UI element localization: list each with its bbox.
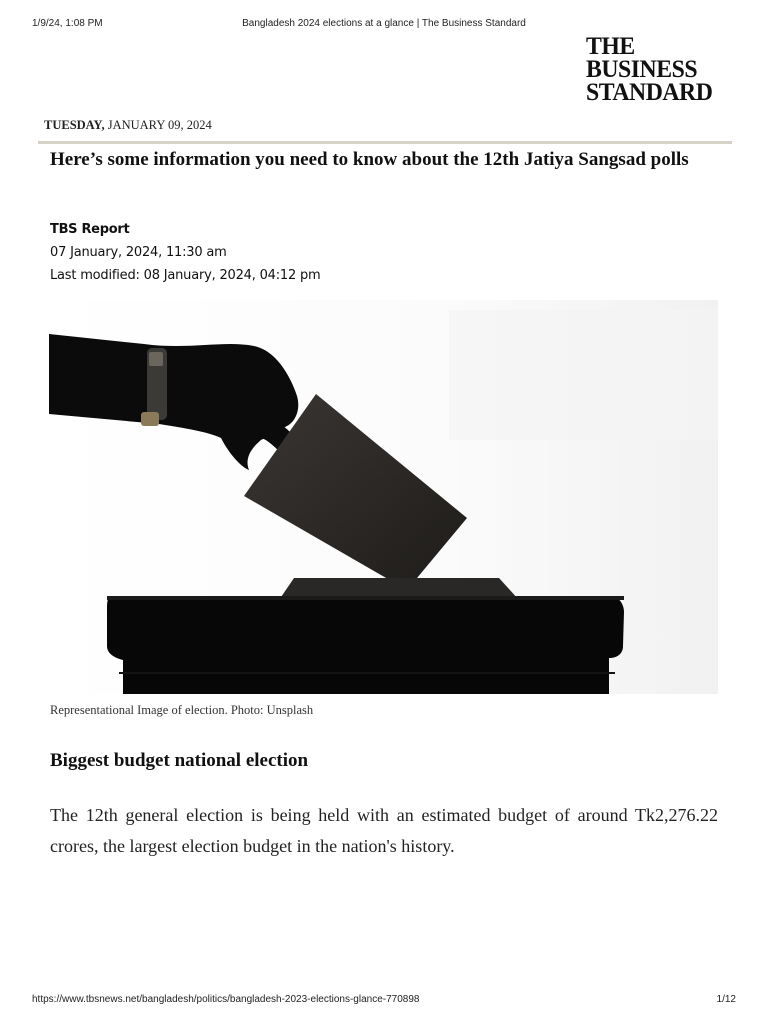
article-headline: Here’s some information you need to know about the 12th Jatiya Sangsad polls	[50, 149, 689, 170]
dateline-date: JANUARY 09, 2024	[107, 118, 212, 132]
section-subheading: Biggest budget national election	[50, 750, 309, 771]
print-header	[32, 18, 736, 32]
header-divider	[38, 141, 732, 144]
print-page-number: 1/12	[716, 994, 736, 1005]
logo-line-2: BUSINESS	[586, 56, 698, 83]
print-url[interactable]: https://www.tbsnews.net/bangladesh/politics/bangladesh-2023-elections-glance-770898	[32, 994, 420, 1005]
published-date: 07 January, 2024, 11:30 am	[50, 245, 227, 260]
article-paragraph: The 12th general election is being held with an estimated budget of around Tk2,276.22 crores, the largest election budget in the nation's history.	[50, 805, 718, 856]
print-page-title: Bangladesh 2024 elections at a glance | The Business Standard	[242, 18, 526, 29]
article-hero-image	[49, 300, 718, 694]
print-footer	[32, 994, 736, 1008]
byline	[50, 218, 321, 287]
dateline	[44, 118, 212, 133]
print-datetime: 1/9/24, 1:08 PM	[32, 18, 103, 29]
dateline-day: TUESDAY,	[44, 118, 105, 132]
logo-line-3: STANDARD	[586, 79, 713, 106]
logo-line-1: THE	[586, 33, 635, 60]
image-caption: Representational Image of election. Photo: Unsplash	[50, 703, 314, 717]
ballot-box-photo	[49, 300, 718, 694]
tbs-logo[interactable]	[586, 35, 729, 104]
modified-date: Last modified: 08 January, 2024, 04:12 pm	[50, 268, 321, 283]
article-author[interactable]: TBS Report	[50, 222, 130, 237]
